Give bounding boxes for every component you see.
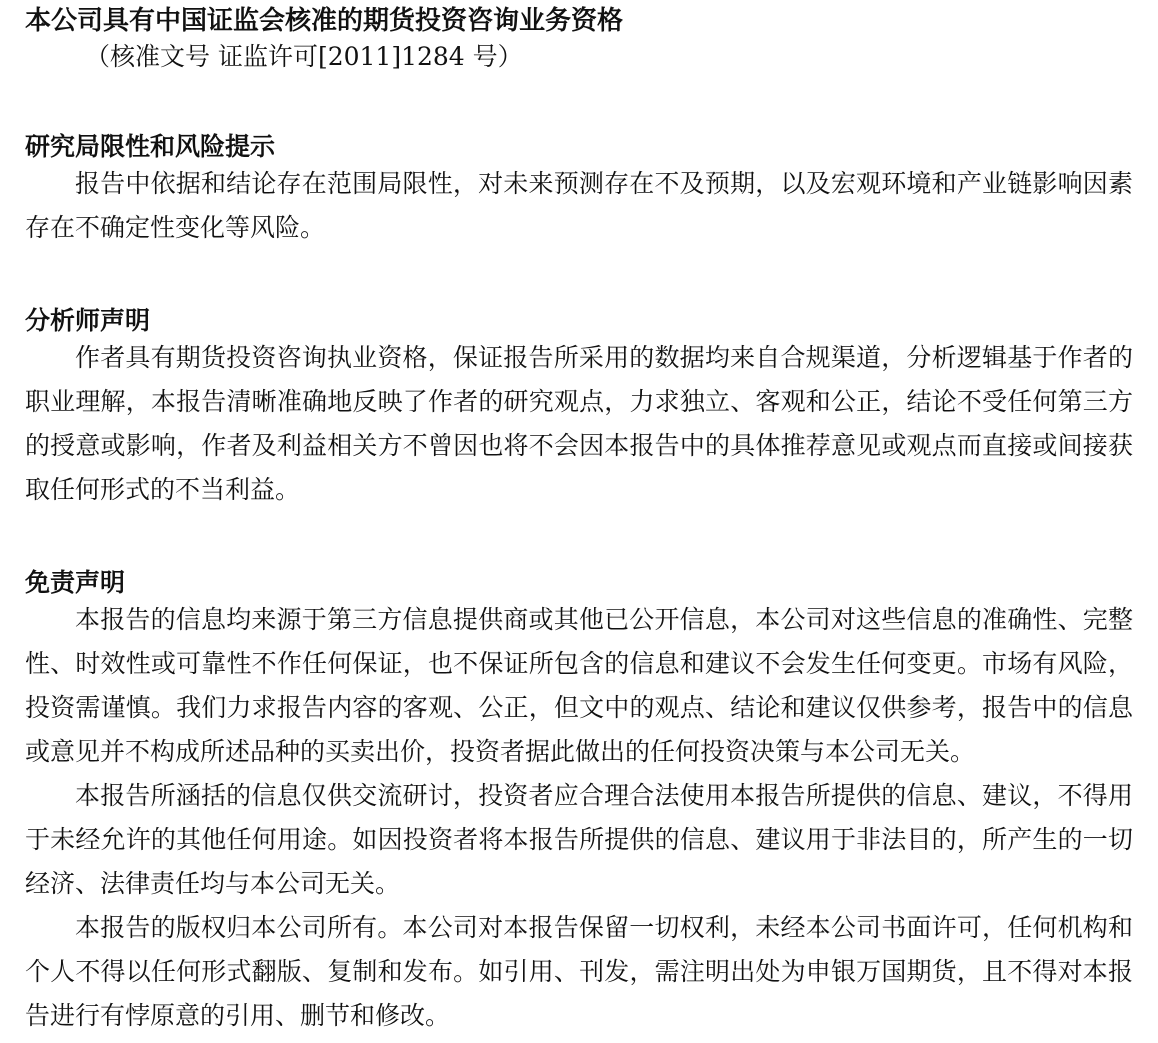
analyst-paragraph: 作者具有期货投资咨询执业资格，保证报告所采用的数据均来自合规渠道，分析逻辑基于作者的职业理解，本报告清晰准确地反映了作者的研究观点，力求独立、客观和公正，结论不受任何第三方的授意或影响，作者及利益相关方不曾因也将不会因本报告中的具体推荐意见或观点而直接或间接获取任何形式的不当利益。 <box>25 343 1133 504</box>
risk-section <box>25 132 1133 250</box>
disclaimer-paragraph-3: 本报告的版权归本公司所有。本公司对本报告保留一切权利，未经本公司书面许可，任何机构和个人不得以任何形式翻版、复制和发布。如引用、刊发，需注明出处为申银万国期货，且不得对本报告进行有悖原意的引用、删节和修改。 <box>25 913 1133 1030</box>
section-title-analyst: 分析师声明 <box>25 306 151 335</box>
disclaimer-section <box>25 568 1133 1038</box>
disclaimer-paragraph-1: 本报告的信息均来源于第三方信息提供商或其他已公开信息，本公司对这些信息的准确性、完整性、时效性或可靠性不作任何保证，也不保证所包含的信息和建议不会发生任何变更。市场有风险，投资需谨慎。我们力求报告内容的客观、公正，但文中的观点、结论和建议仅供参考，报告中的信息或意见并不构成所述品种的买卖出价，投资者据此做出的任何投资决策与本公司无关。 <box>25 605 1133 766</box>
disclaimer-paragraph-2: 本报告所涵括的信息仅供交流研讨，投资者应合理合法使用本报告所提供的信息、建议，不得用于未经允许的其他任何用途。如因投资者将本报告所提供的信息、建议用于非法目的，所产生的一切经济、法律责任均与本公司无关。 <box>25 781 1133 898</box>
section-title-risk: 研究局限性和风险提示 <box>25 132 276 161</box>
license-number: （核准文号 证监许可[2011]1284 号） <box>85 42 523 71</box>
risk-paragraph: 报告中依据和结论存在范围局限性，对未来预测存在不及预期，以及宏观环境和产业链影响因素存在不确定性变化等风险。 <box>25 169 1133 242</box>
section-title-disclaimer: 免责声明 <box>25 568 126 597</box>
document-page <box>25 0 1133 1038</box>
qualification-heading: 本公司具有中国证监会核准的期货投资咨询业务资格 <box>25 6 624 36</box>
analyst-section <box>25 306 1133 512</box>
